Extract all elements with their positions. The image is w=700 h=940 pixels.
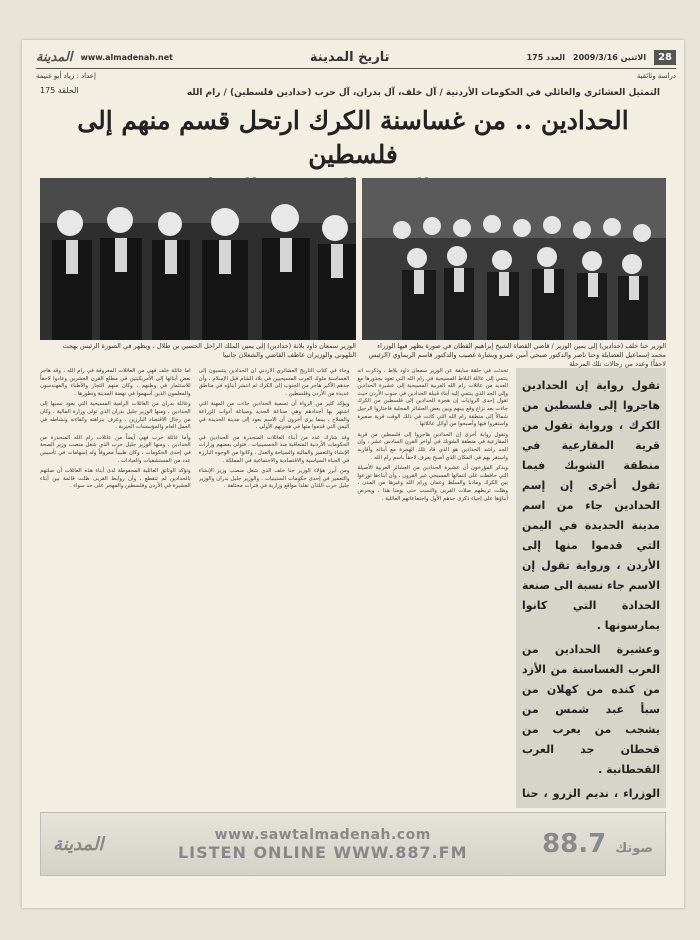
- newspaper-logo: المدينة: [36, 49, 73, 65]
- body-paragraph: ومن أبرز هؤلاء الوزير حنا خلف الذي شغل منصب وزير الإنشاء والتعمير في إحدى حكومات الستينيات ، والوزير جليل بدران والوزير جليل حرب اللذان تقلدا مواقع وزارية في فترات مختلفة .: [198, 468, 350, 490]
- sidebar-paragraph: وعشيرة الحدادين من العرب الغساسنة من الأزد من كنده من كهلان من سبأ عبد شمس من يشجب من يعرب من قحطان جد العرب القحطانية .: [522, 643, 660, 776]
- body-paragraph: وعائلة بدران من العائلات الرامية المسيحية التي يعود نسبها إلى الحدادين ، ومنها الوزير جليل بدران الذي تولى وزارة المالية ، وكان من رجال الاقتصاد البارزين ، وعرف بنزاهته وكفاءته ونشاطه في العمل العام والمؤسسات الخيرية .: [39, 401, 191, 431]
- study-label: دراسة وثائقية: [636, 72, 676, 80]
- page-number: 28: [654, 50, 676, 65]
- header-divider: [36, 68, 676, 69]
- radio-ad-banner: [40, 812, 666, 876]
- frequency-label: صوتك: [615, 841, 653, 856]
- ad-frequency: [542, 829, 653, 859]
- page-header: [36, 46, 676, 68]
- article-column-3: [40, 368, 191, 808]
- article-columns: [40, 368, 666, 808]
- photo-left-caption: الوزير سمعان داود بلانة (حدادين) إلى يمين الملك الراحل الحسين بن طلال ، ويظهر في الصورة الرئيس بهجت التلهوني والوزيران عاطف القاضي والشعلان جانبيا: [62, 342, 356, 359]
- website-url: www.almadenah.net: [80, 52, 173, 62]
- issue-number: العدد 175: [526, 52, 566, 62]
- section-title: تاريخ المدينة: [309, 49, 390, 65]
- headline-line-1: الحدادين .. من غساسنة الكرك ارتحل قسم منهم إلى فلسطين: [77, 106, 629, 169]
- ad-logo: المدينة: [53, 833, 104, 855]
- photo-officials-group: [362, 178, 666, 340]
- subheader: [36, 72, 676, 86]
- issue-date: الاثنين 2009/3/16: [573, 52, 647, 62]
- body-paragraph: تحدثت في حلقة سابقة عن الوزير سمعان داود بلاط ، وذكرت أنه ينتمي إلى عائلة البلاط المسيحية في رام الله التي تعود بجذورها مع العديد من عائلات رام الله العربية المسيحية إلى عشيرة الحدادين وإلى الجد الذي ينتمي إليه أبناء قبيلة الحدادين في جنوب الأردن حيث تقول إحدى الروايات إن هجرة الحدادين إلى فلسطين من الكرك جاءت بعد نزاع وقع بينهم وبين بعض العشائر المحلية فاختاروا الرحيل شمالاً إلى منطقة رام الله التي كانت في ذلك الوقت قرية صغيرة واستقروا فيها وأصبحوا من أوائل عائلاتها .: [357, 368, 508, 428]
- episode-number: الحلقة 175: [40, 86, 79, 95]
- body-paragraph: ويؤكد كثير من الرواة أن تسمية الحدادين جاءت من المهنة التي اشتهر بها أجدادهم وهي صناعة الحديد وصياغة أدوات الزراعة والسلاح ، بينما يرى آخرون أن الاسم يعود إلى مدينة الحديدة في اليمن التي قدموا منها في هجرتهم الأولى .: [198, 401, 350, 431]
- body-paragraph: وتؤكد الوثائق العائلية المحفوظة لدى أبناء هذه العائلات أن صلتهم بالحدادين لم تنقطع ، وأن روابط القربى ظلت قائمة بين أبناء العشيرة في الأردن وفلسطين والمهجر على حد سواء .: [39, 468, 191, 490]
- photo-right-caption: الوزير حنا خلف (حدادين) إلى يمين الوزير / قاضي القضاة الشيخ إبراهيم القطان في صورة يظهر فيها الوزراء محمد إسماعيل العضايلة وحنا ناصر والدكتور صبحي أمين عمرو وبشارة غصيب والدكتور قاسم الريماوي (الرئيس لاحقاً) وعدد من رجالات تلك المرحلة: [368, 342, 666, 368]
- highlight-sidebar: [516, 368, 666, 808]
- body-paragraph: أما عائلة خلف فهي من العائلات المعروفة في رام الله ، وقد هاجر بعض أبنائها إلى الأمريكيتين في مطلع القرن العشرين وعادوا لاحقاً للاستثمار في وطنهم ، وكان منهم التجار والأطباء والمهندسون والمعلمون الذين أسهموا في نهضة المدينة وتطورها .: [39, 368, 191, 397]
- body-paragraph: ويذكر المؤرخون أن عشيرة الحدادين من العشائر العربية الأصيلة التي حافظت على انتمائها المسيحي عبر القرون ، وأن أبناءها توزعوا بين الكرك ومادبا والسلط وعمان ورام الله وغيرها من المدن ، وظلت تربطهم صلات القربى والنسب حتى يومنا هذا ، ويحرص أبناؤها على إحياء ذكرى جدهم الأول واجتماعاتهم العائلية .: [357, 465, 508, 502]
- ad-center: [178, 827, 468, 862]
- body-paragraph: وجاء في كتاب التاريخ العشائري الأردني أن الحدادين ينتسبون إلى الغساسنة ملوك العرب المسيحيين في بلاد الشام قبل الإسلام ، وأن جدهم الأكبر هاجر من الجنوب إلى الكرك ثم انتشر أبناؤه في مناطق عديدة من الأردن وفلسطين .: [198, 368, 350, 397]
- body-paragraph: وتقول رواية أخرى إن الحدادين هاجروا إلى فلسطين من قرية المقارعية في منطقة الشوبك في أواخر القرن السادس عشر ، وإن الجد راشد الحدادين هو الذي قاد تلك الهجرة مع أبنائه وأقاربه واستقر بهم في المكان الذي أصبح يعرف لاحقاً باسم رام الله .: [357, 431, 508, 461]
- body-paragraph: وأما عائلة حرب فهي أيضاً من عائلات رام الله المنحدرة من الحدادين ، ومنها الوزير جليل حرب الذي شغل منصب وزير الصحة في إحدى الحكومات ، وكان طبيباً معروفاً وله إسهامات في تأسيس عدد من المستشفيات والعيادات .: [39, 434, 191, 464]
- photo-king-ministers: [40, 178, 356, 340]
- frequency-value: 88.7: [542, 829, 607, 859]
- sidebar-paragraph: تقول رواية إن الحدادين هاجروا إلى فلسطين من الكرك ، ورواية تقول من قرية المقارعية في منطقة الشوبك فيما تقول أخرى إن إسم الحدادين جاء من اسم مدينة الحديدة في اليمن التي قدموا منها إلى الأردن ، ورواية تقول إن الاسم جاء نسبة الى صنعة الحدادة التي كانوا يمارسونها .: [522, 379, 660, 632]
- article-column-1: [357, 368, 508, 808]
- ad-url: www.sawtalmadenah.com: [214, 826, 431, 843]
- sidebar-paragraph: الوزراء ، نديم الزرو ، حنا: [522, 787, 660, 800]
- body-paragraph: وقد شارك عدد من أبناء العائلات المنحدرة من الحدادين في الحكومات الأردنية المتعاقبة منذ الخمسينيات ، فتولى بعضهم وزارات الإنشاء والتعمير والمالية والسياحة والعدل ، وكانوا من الوجوه البارزة في الحياة السياسية والاقتصادية والاجتماعية في المملكة .: [198, 434, 350, 464]
- ad-listen-online: LISTEN ONLINE WWW.887.FM: [177, 842, 468, 862]
- article-kicker: التمثيل العشائري والعائلي في الحكومات الأردنية / آل خلف، آل بدران، آل حرب (حدادين فلسطين) / رام الله: [186, 88, 660, 98]
- article-column-2: [199, 368, 350, 808]
- author-credit: إعداد : زياد أبو غنيمة: [36, 72, 96, 80]
